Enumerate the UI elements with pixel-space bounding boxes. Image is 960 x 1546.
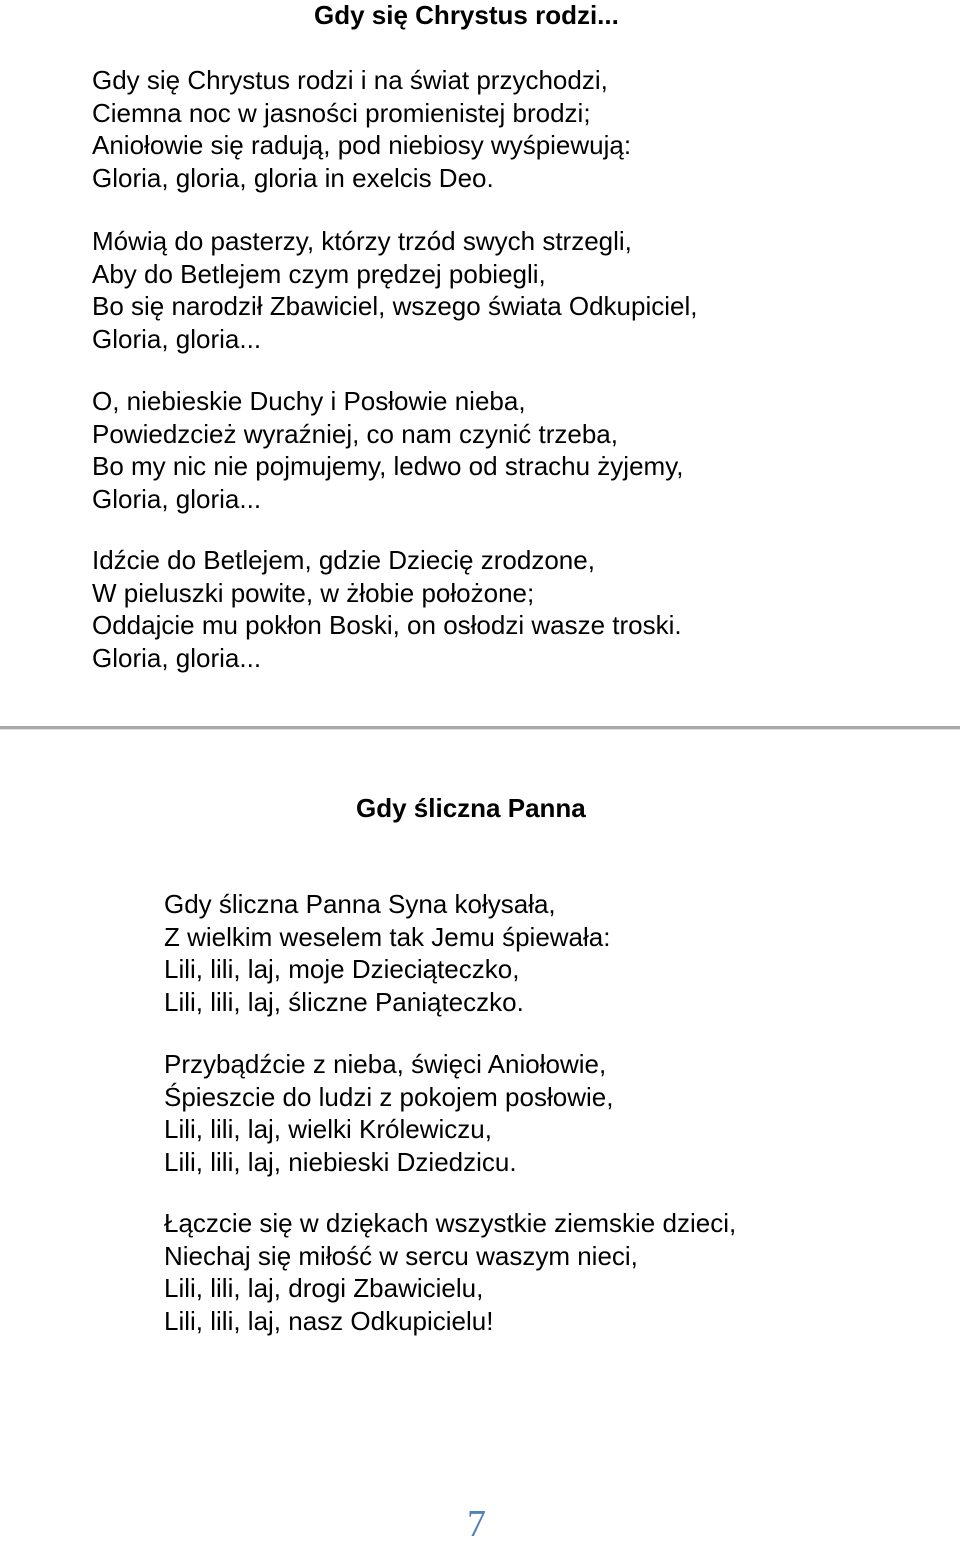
verse-line: Gdy się Chrystus rodzi i na świat przychodzi,	[92, 65, 608, 95]
song-2-stanza-3	[164, 1207, 736, 1337]
song-1-stanza-1	[92, 64, 631, 194]
verse-line: Lili, lili, laj, moje Dzieciąteczko,	[164, 954, 520, 984]
verse-line: Lili, lili, laj, drogi Zbawicielu,	[164, 1273, 484, 1303]
verse-line: Gloria, gloria...	[92, 483, 262, 514]
song-2-stanza-2	[164, 1048, 613, 1178]
song-2-title: Gdy śliczna Panna	[356, 793, 586, 823]
verse-line: Śpieszcie do ludzi z pokojem posłowie,	[164, 1081, 614, 1112]
verse-line: W pieluszki powite, w żłobie położone;	[92, 577, 535, 608]
verse-line: O, niebieskie Duchy i Posłowie nieba,	[92, 386, 526, 416]
song-1-stanza-2	[92, 225, 698, 355]
verse-line: Łączcie się w dziękach wszystkie ziemskie dzieci,	[164, 1208, 737, 1238]
verse-line: Gloria, gloria...	[92, 642, 262, 673]
verse-line: Powiedzcież wyraźniej, co nam czynić trzeba,	[92, 418, 618, 449]
verse-line: Aby do Betlejem czym prędzej pobiegli,	[92, 258, 546, 289]
verse-line: Gloria, gloria, gloria in exelcis Deo.	[92, 162, 494, 193]
verse-line: Gdy śliczna Panna Syna kołysała,	[164, 889, 556, 919]
verse-line: Idźcie do Betlejem, gdzie Dziecię zrodzone,	[92, 545, 595, 575]
verse-line: Lili, lili, laj, śliczne Paniąteczko.	[164, 986, 524, 1017]
song-1-stanza-4	[92, 544, 682, 674]
section-divider	[0, 726, 960, 730]
verse-line: Aniołowie się radują, pod niebiosy wyśpiewują:	[92, 130, 632, 160]
page-number: 7	[467, 1503, 486, 1545]
verse-line: Lili, lili, laj, niebieski Dziedzicu.	[164, 1146, 517, 1177]
verse-line: Bo się narodził Zbawiciel, wszego świata Odkupiciel,	[92, 291, 698, 321]
song-2-stanza-1	[164, 888, 610, 1018]
verse-line: Lili, lili, laj, nasz Odkupicielu!	[164, 1305, 494, 1336]
verse-line: Bo my nic nie pojmujemy, ledwo od strachu żyjemy,	[92, 451, 684, 481]
song-1-title: Gdy się Chrystus rodzi...	[314, 0, 619, 30]
verse-line: Mówią do pasterzy, którzy trzód swych strzegli,	[92, 226, 632, 256]
verse-line: Niechaj się miłość w sercu waszym nieci,	[164, 1240, 638, 1271]
verse-line: Lili, lili, laj, wielki Królewiczu,	[164, 1114, 492, 1144]
verse-line: Gloria, gloria...	[92, 323, 262, 354]
verse-line: Oddajcie mu pokłon Boski, on osłodzi wasze troski.	[92, 610, 682, 640]
verse-line: Z wielkim weselem tak Jemu śpiewała:	[164, 921, 611, 952]
verse-line: Ciemna noc w jasności promienistej brodzi;	[92, 97, 591, 128]
verse-line: Przybądźcie z nieba, święci Aniołowie,	[164, 1049, 607, 1079]
song-1-stanza-3	[92, 385, 684, 515]
